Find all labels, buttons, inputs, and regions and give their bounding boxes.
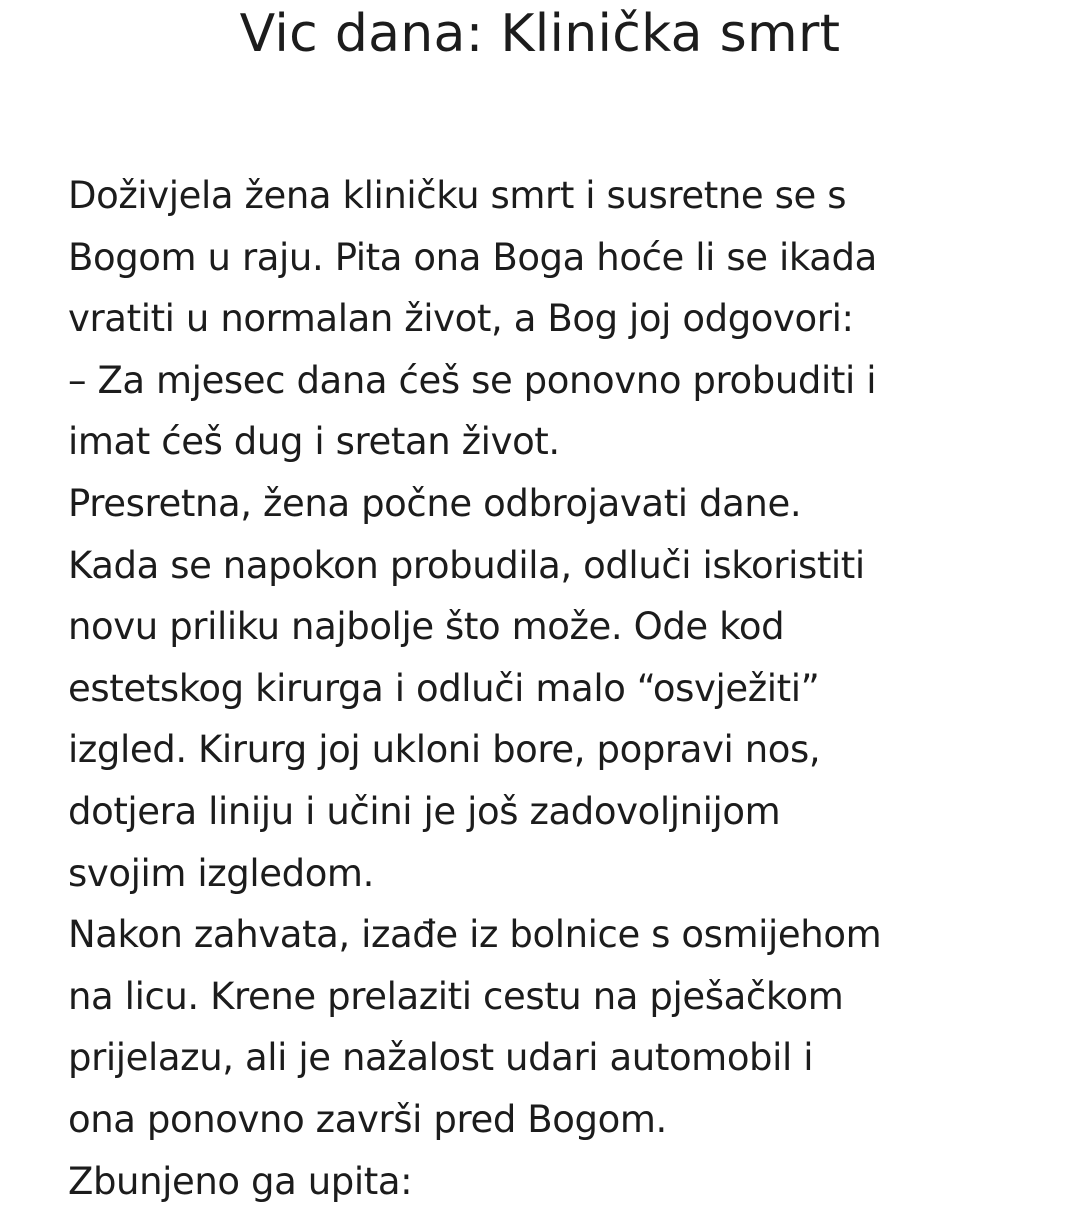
text-line: estetskog kirurga i odluči malo “osvježiti” bbox=[68, 666, 820, 710]
text-line: – Za mjesec dana ćeš se ponovno probuditi i bbox=[68, 358, 877, 402]
text-line: izgled. Kirurg joj ukloni bore, popravi nos, bbox=[68, 728, 821, 772]
text-line: vratiti u normalan život, a Bog joj odgovori: bbox=[68, 297, 854, 341]
text-line: Doživjela žena kliničku smrt i susretne se s bbox=[68, 174, 847, 217]
text-line: Nakon zahvata, izađe iz bolnice s osmijehom bbox=[68, 913, 882, 957]
text-line: imat ćeš dug i sretan život. bbox=[68, 420, 560, 464]
text-line: na licu. Krene prelaziti cestu na pješačkom bbox=[68, 974, 844, 1018]
text-line: svojim izgledom. bbox=[68, 851, 374, 895]
text-line: Zbunjeno ga upita: bbox=[68, 1159, 413, 1203]
text-line: prijelazu, ali je nažalost udari automobil i bbox=[68, 1036, 814, 1080]
joke-body bbox=[68, 165, 1058, 1212]
text-line: dotjera liniju i učini je još zadovoljnijom bbox=[68, 789, 781, 833]
text-line: novu priliku najbolje što može. Ode kod bbox=[68, 605, 785, 649]
text-line: Presretna, žena počne odbrojavati dane. bbox=[68, 481, 802, 525]
text-line: Kada se napokon probudila, odluči iskoristiti bbox=[68, 543, 865, 587]
text-line: Bogom u raju. Pita ona Boga hoće li se ikada bbox=[68, 235, 877, 279]
text-line: ona ponovno završi pred Bogom. bbox=[68, 1097, 667, 1141]
page-title: Vic dana: Klinička smrt bbox=[239, 4, 841, 64]
